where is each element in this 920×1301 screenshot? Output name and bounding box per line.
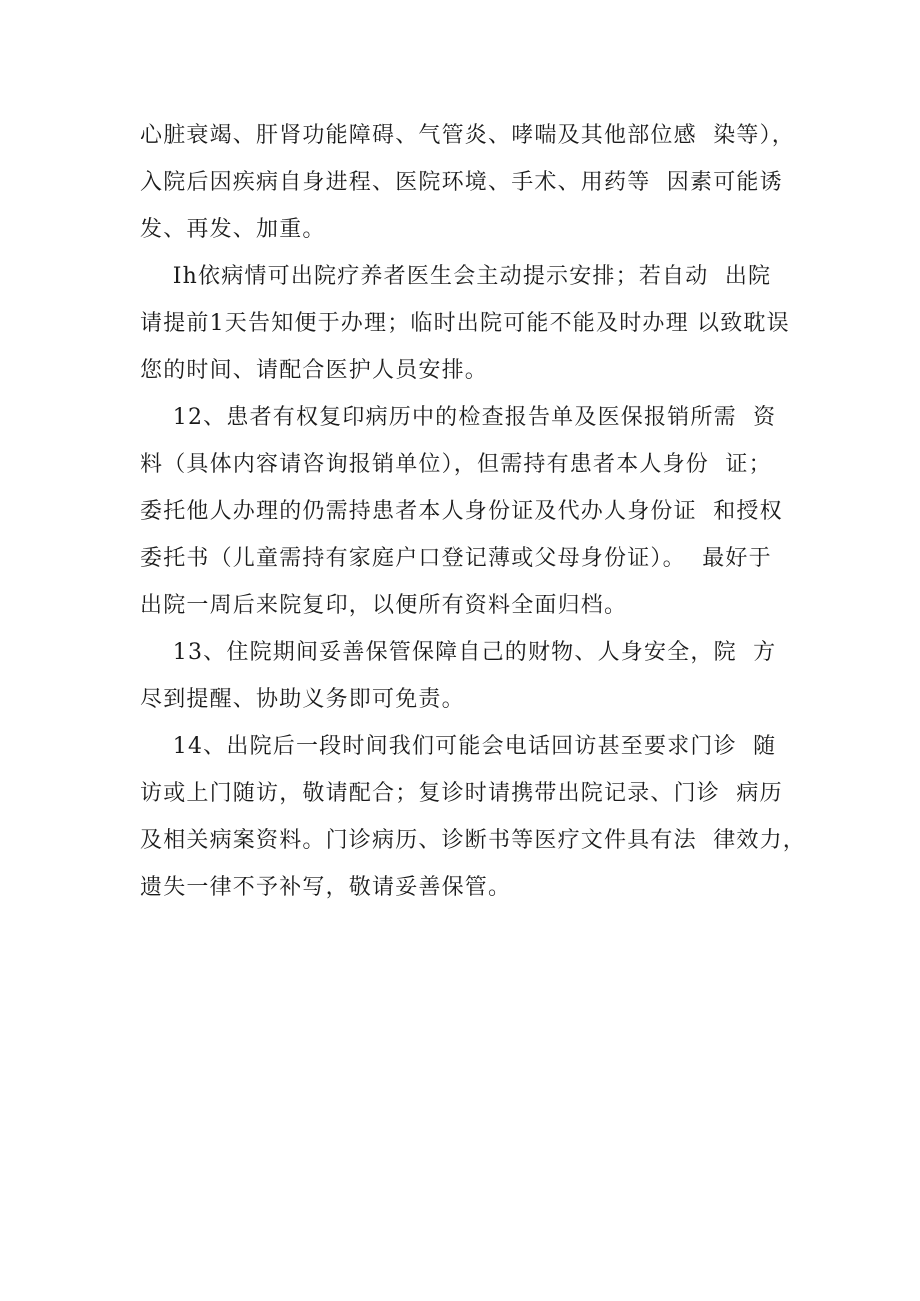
document-body	[140, 112, 806, 911]
text-line: 出院一周后来院复印，以便所有资料全面归档。	[140, 593, 628, 618]
text-line: 料（具体内容请咨询报销单位），但需持有患者本人身份 证；	[140, 452, 772, 477]
text-line: 遗失一律不予补写，敬请妥善保管。	[140, 875, 512, 900]
text-line: 委托书（儿童需持有家庭户口登记薄或父母身份证）。 最好于	[140, 546, 772, 571]
text-line: 心脏衰竭、肝肾功能障碍、气管炎、哮喘及其他部位感 染等），	[140, 123, 795, 148]
text-line: 访或上门随访，敬请配合；复诊时请携带出院记录、门诊 病历	[140, 781, 783, 806]
text-line: 14、出院后一段时间我们可能会电话回访甚至要求门诊 随	[140, 734, 777, 759]
paragraph-item-13	[140, 629, 800, 723]
text-line: 发、再发、加重。	[140, 217, 326, 242]
text-line: Ih依病情可出院疗养者医生会主动提示安排；若自动 出院	[140, 264, 772, 289]
text-line: 及相关病案资料。门诊病历、诊断书等医疗文件具有法 律效力，	[140, 828, 806, 853]
text-line: 13、住院期间妥善保管保障自己的财物、人身安全，院 方	[140, 640, 777, 665]
text-line: 尽到提醒、协助义务即可免责。	[140, 687, 465, 712]
paragraph-item-14	[140, 723, 806, 911]
text-line: 请提前1天告知便于办理；临时出院可能不能及时办理 以致耽误	[140, 311, 790, 336]
paragraph-item-12	[140, 394, 800, 629]
text-line: 您的时间、请配合医护人员安排。	[140, 358, 489, 383]
text-line: 12、患者有权复印病历中的检查报告单及医保报销所需 资	[140, 405, 777, 430]
paragraph-discharge	[140, 253, 800, 394]
text-line: 入院后因疾病自身进程、医院环境、手术、用药等 因素可能诱	[140, 170, 783, 195]
text-line: 委托他人办理的仍需持患者本人身份证及代办人身份证 和授权	[140, 499, 783, 524]
paragraph-infection-risk	[140, 112, 800, 253]
